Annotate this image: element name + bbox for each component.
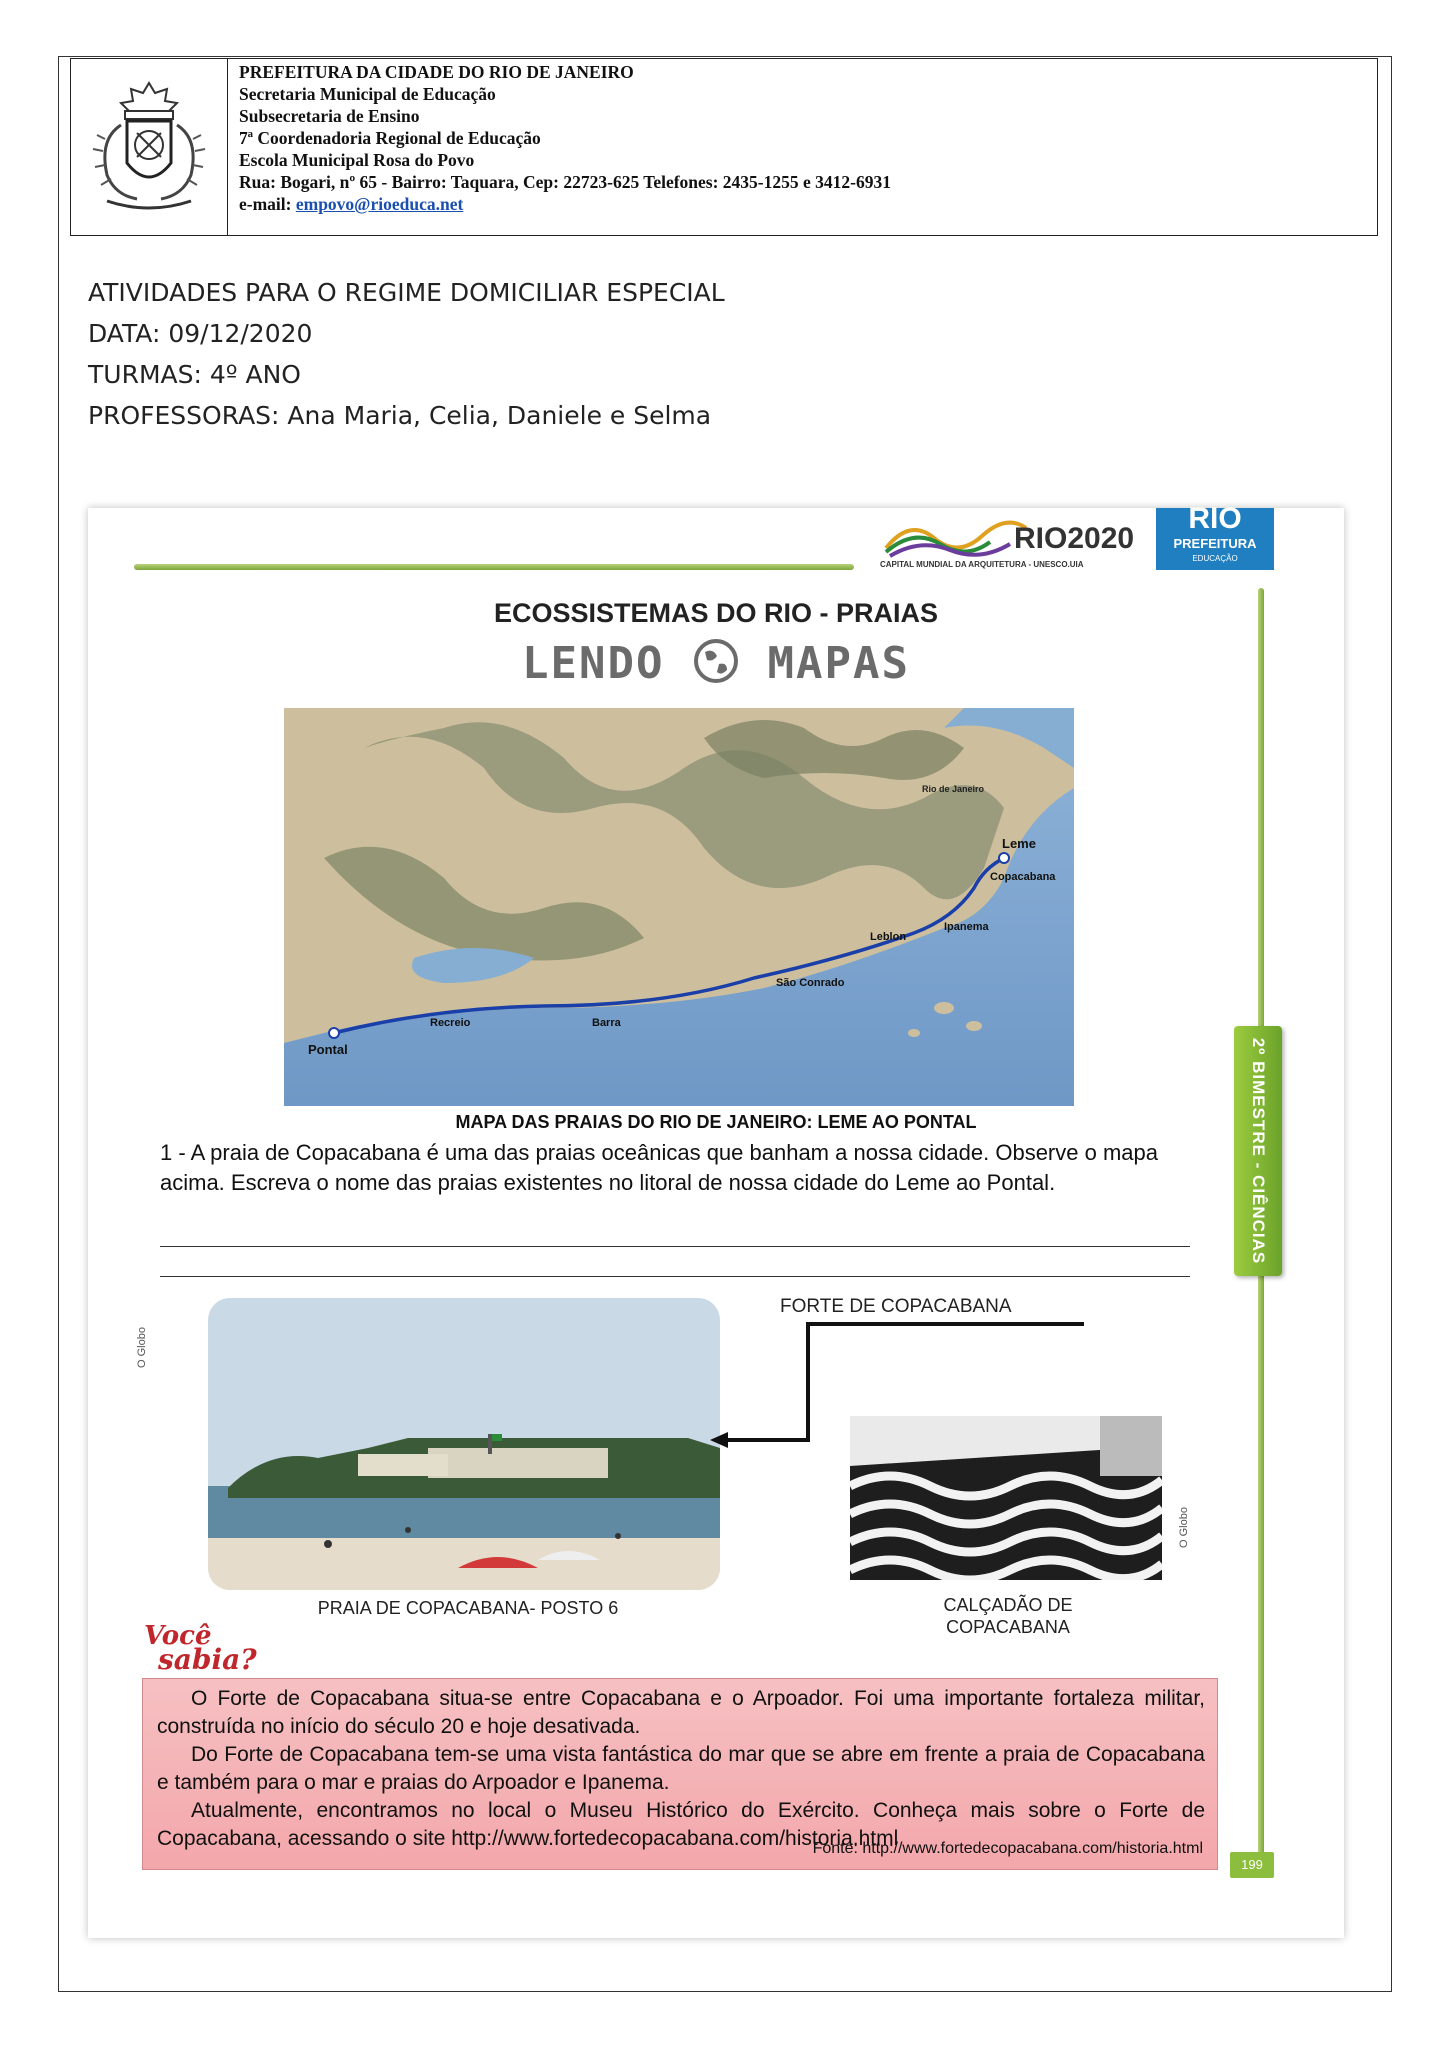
- voce-sabia-logo: [144, 1621, 257, 1676]
- info-paragraph: O Forte de Copacabana situa-se entre Copacabana e o Arpoador. Foi uma importante fortaleza militar, construída no início do século 20 e hoje desativada.: [157, 1687, 1205, 1738]
- prefeitura-logo: [1156, 502, 1274, 570]
- letterhead-email-row: [239, 193, 891, 215]
- rio2020-logo-subtext: CAPITAL MUNDIAL DA ARQUITETURA - UNESCO.UIA: [880, 560, 1084, 569]
- letterhead-address: Rua: Bogari, nº 65 - Bairro: Taquara, Cep: 22723-625 Telefones: 2435-1255 e 3412-6931: [239, 172, 891, 192]
- email-link[interactable]: empovo@rioeduca.net: [295, 194, 464, 214]
- photo2-caption-line: CALÇADÃO DE: [943, 1595, 1073, 1615]
- rio2020-logo-text: RIO2020: [1014, 522, 1135, 555]
- prefeitura-logo-educacao: EDUCAÇÃO: [1192, 554, 1238, 563]
- photo2-caption: [888, 1594, 1128, 1638]
- side-tab: [1234, 1026, 1282, 1276]
- letterhead: [70, 58, 1378, 236]
- info-source: Fonte: http://www.fortedecopacabana.com/historia.html: [812, 1840, 1203, 1857]
- photo-credit: O Globo: [1178, 1507, 1190, 1548]
- photo2-caption-line: COPACABANA: [946, 1617, 1070, 1637]
- map-label-pontal: Pontal: [308, 1042, 348, 1057]
- prefeitura-logo-rio: RIO: [1188, 502, 1242, 535]
- info-paragraph: Do Forte de Copacabana tem-se uma vista fantástica do mar que se abre em frente a praia de Copacabana e também para o mar e praias do Arpoador e Ipanema.: [157, 1743, 1205, 1794]
- top-green-rule: [134, 564, 854, 570]
- activity-teachers: PROFESSORAS: Ana Maria, Celia, Daniele e Selma: [88, 401, 712, 430]
- side-tab-label: 2º BIMESTRE - CIÊNCIAS: [1249, 1037, 1268, 1265]
- letterhead-text: [239, 61, 891, 215]
- map-label-recreio: Recreio: [430, 1017, 471, 1029]
- map-caption: MAPA DAS PRAIAS DO RIO DE JANEIRO: LEME AO PONTAL: [455, 1112, 977, 1132]
- map-label-barra: Barra: [592, 1017, 621, 1029]
- activity-header: [88, 272, 725, 436]
- activity-classes: TURMAS: 4º ANO: [88, 360, 301, 389]
- worksheet-page: [88, 502, 1344, 1938]
- letterhead-line: Escola Municipal Rosa do Povo: [239, 150, 475, 170]
- map-label-rio: Rio de Janeiro: [922, 784, 985, 794]
- photo1-caption: PRAIA DE COPACABANA- POSTO 6: [317, 1598, 619, 1618]
- beaches-map: [284, 708, 1074, 1106]
- rio2020-wave-logo-icon: [880, 508, 1030, 560]
- praia-copacabana-photo: [208, 1298, 720, 1590]
- crest-cell: [71, 59, 228, 235]
- info-box: [142, 1678, 1218, 1870]
- question-1: 1 - A praia de Copacabana é uma das praias oceânicas que banham a nossa cidade. Observe o mapa acima. Escreva o nome das praias existentes no litoral de nossa cidade do Leme ao Pontal.: [160, 1140, 1158, 1195]
- globe-icon: [693, 638, 739, 684]
- voce-word: Você: [144, 1621, 212, 1651]
- activity-date: DATA: 09/12/2020: [88, 319, 313, 348]
- letterhead-line: Secretaria Municipal de Educação: [239, 84, 496, 104]
- answer-line[interactable]: [160, 1246, 1190, 1247]
- map-label-ipanema: Ipanema: [944, 921, 989, 933]
- map-label-leme: Leme: [1002, 836, 1036, 851]
- calcadao-photo: [850, 1416, 1162, 1580]
- activity-title: ATIVIDADES PARA O REGIME DOMICILIAR ESPECIAL: [88, 278, 725, 307]
- forte-label: FORTE DE COPACABANA: [780, 1296, 1012, 1317]
- letterhead-line: PREFEITURA DA CIDADE DO RIO DE JANEIRO: [239, 62, 634, 82]
- photo-credit: O Globo: [136, 1327, 148, 1368]
- mapas-word: MAPAS: [767, 638, 910, 689]
- letterhead-line: Subsecretaria de Ensino: [239, 106, 420, 126]
- lendo-mapas-heading: [88, 638, 1344, 689]
- sabia-word: sabia?: [158, 1643, 257, 1676]
- map-label-sao-conrado: São Conrado: [776, 977, 845, 989]
- email-label: e-mail:: [239, 194, 292, 214]
- worksheet-title: ECOSSISTEMAS DO RIO - PRAIAS: [493, 598, 939, 628]
- map-label-copacabana: Copacabana: [990, 871, 1056, 883]
- letterhead-line: 7ª Coordenadoria Regional de Educação: [239, 128, 541, 148]
- prefeitura-logo-label: PREFEITURA: [1173, 536, 1257, 551]
- answer-line[interactable]: [160, 1276, 1190, 1277]
- lendo-word: LENDO: [522, 638, 665, 689]
- map-label-leblon: Leblon: [870, 931, 907, 943]
- page-number: 199: [1230, 1852, 1274, 1878]
- city-crest-icon: [85, 79, 213, 217]
- info-paragraph: Atualmente, encontramos no local o Museu Histórico do Exército. Conheça mais sobre o Forte de Copacabana, acessando o site http://www.fortedecopacabana.com/historia.html: [157, 1799, 1205, 1850]
